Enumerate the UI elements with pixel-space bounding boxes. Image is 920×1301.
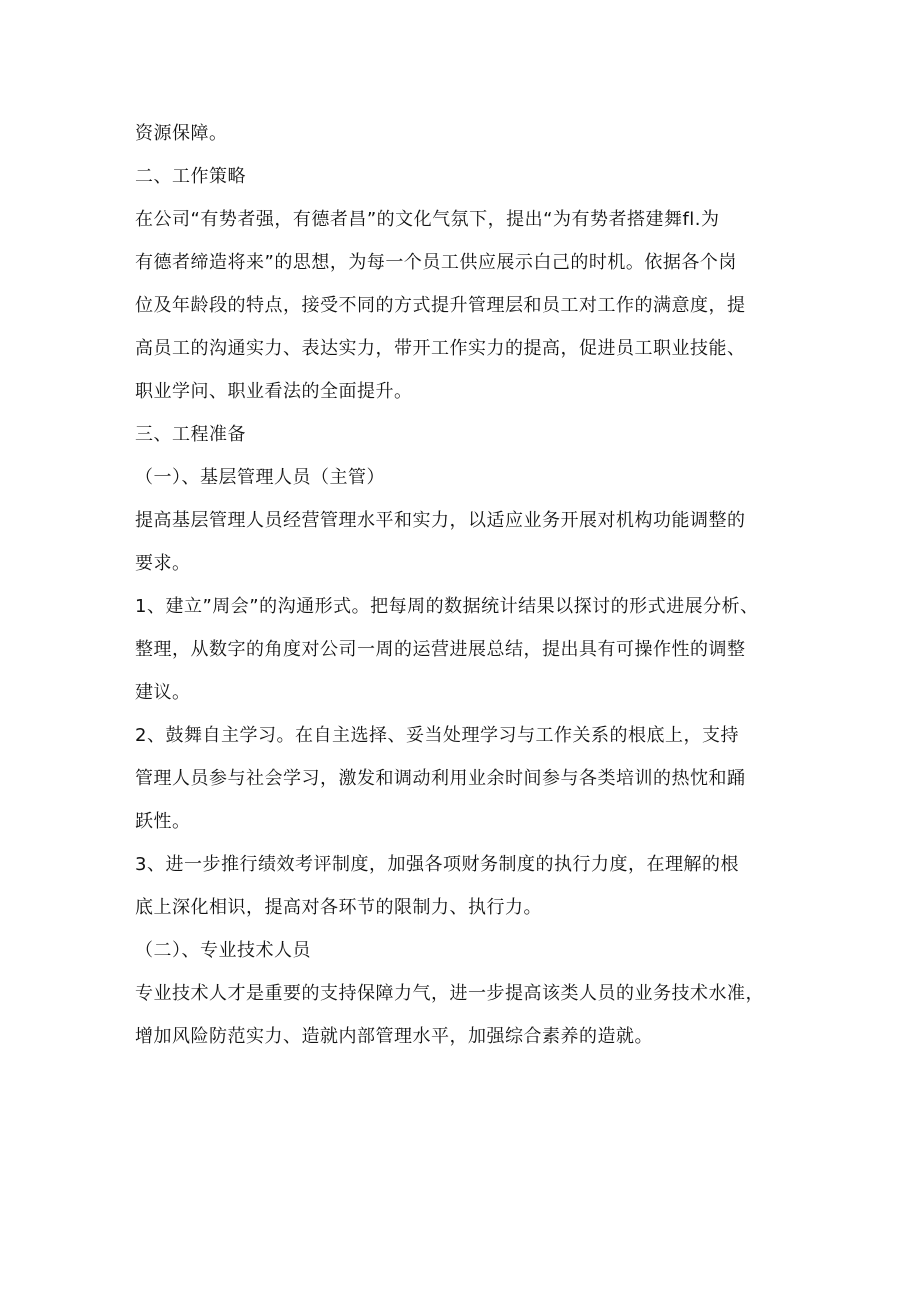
list-item: 3、进一步推行绩效考评制度，加强各项财务制度的执行力度，在理解的根 bbox=[135, 854, 739, 875]
list-item: 1、建立”周会”的沟通形式。把每周的数据统计结果以探讨的形式进展分析、 bbox=[135, 596, 759, 617]
text-line: 管理人员参与社会学习，激发和调动利用业余时间参与各类培训的热忱和踊 bbox=[135, 768, 746, 789]
subsection-heading: （二）、专业技术人员 bbox=[135, 940, 311, 961]
text-line: 底上深化相识，提高对各环节的限制力、执行力。 bbox=[135, 897, 542, 918]
section-heading: 三、工程准备 bbox=[135, 424, 246, 445]
text-line: 跃性。 bbox=[135, 811, 191, 832]
document-body bbox=[135, 112, 795, 1058]
text-line: 要求。 bbox=[135, 553, 191, 574]
text-line: 建议。 bbox=[135, 682, 191, 703]
section-heading: 二、工作策略 bbox=[135, 166, 246, 187]
text-line: 在公司“有势者强，有德者昌”的文化气氛下，提出“为有势者搭建舞fl.为 bbox=[135, 209, 720, 230]
list-item: 2、鼓舞自主学习。在自主选择、妥当处理学习与工作关系的根底上，支持 bbox=[135, 725, 739, 746]
text-line: 整理，从数字的角度对公司一周的运营进展总结，提出具有可操作性的调整 bbox=[135, 639, 746, 660]
text-line: 增加风险防范实力、造就内部管理水平，加强综合素养的造就。 bbox=[135, 1026, 653, 1047]
text-line: 高员工的沟通实力、表达实力，带开工作实力的提高，促进员工职业技能、 bbox=[135, 338, 746, 359]
text-line: 专业技术人才是重要的支持保障力气，进一步提高该类人员的业务技术水准， bbox=[135, 983, 764, 1004]
text-line: 职业学问、职业看法的全面提升。 bbox=[135, 381, 413, 402]
subsection-heading: （一）、基层管理人员（主管） bbox=[135, 467, 385, 488]
text-line: 资源保障。 bbox=[135, 123, 228, 144]
text-line: 有德者缔造将来”的思想，为每一个员工供应展示白己的时机。依据各个岗 bbox=[135, 252, 737, 273]
text-line: 提高基层管理人员经营管理水平和实力，以适应业务开展对机构功能调整的 bbox=[135, 510, 746, 531]
text-line: 位及年龄段的特点，接受不同的方式提升管理层和员工对工作的满意度，提 bbox=[135, 295, 746, 316]
